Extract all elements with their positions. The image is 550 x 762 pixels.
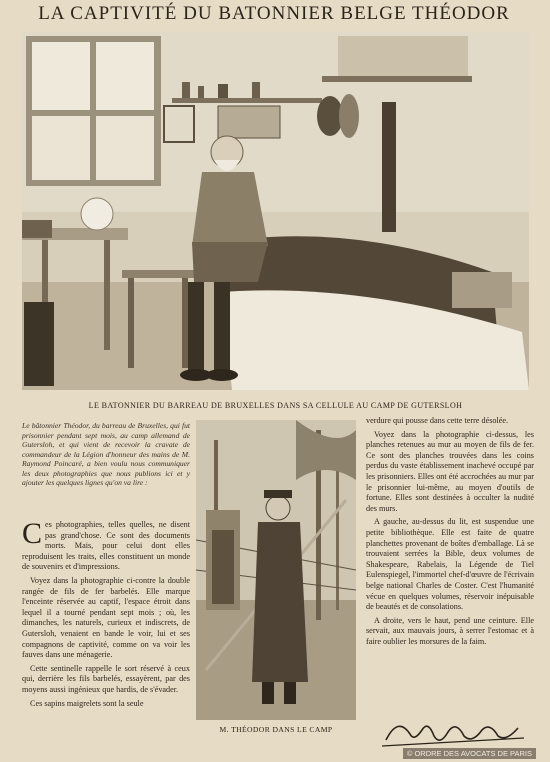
article-column-right [366, 416, 534, 650]
camp-photograph [196, 420, 356, 720]
paragraph-text: es photographies, telles quelles, ne disent pas grand'chose. Ce sont des documents morts. Mais, pour celui dont elles reproduisent les traits, elles constituent un monde de souvenirs et d'impressions. [22, 520, 190, 572]
intro-paragraph: Le bâtonnier Théodor, du barreau de Bruxelles, qui fut prisonnier pendant sept mois, au camp allemand de Gutersloh, et qui vient de recevoir la cravate de commandeur de la Légion d'honneur des mains de M. Raymond Poincaré, a bien voulu nous communiquer les deux photographies que nous publions ici et y ajouter les quelques lignes qu'on va lire : [22, 421, 190, 487]
signature-drawing [378, 712, 528, 752]
article-paragraph: Ces sapins maigrelets sont la seule [30, 698, 144, 708]
article-paragraph: verdure qui pousse dans cette terre désolée. [366, 416, 509, 425]
page-title: LA CAPTIVITÉ DU BATONNIER BELGE THÉODOR [38, 3, 510, 24]
cell-photo-illustration [22, 32, 529, 390]
cell-photograph [22, 32, 529, 390]
article-paragraph: Voyez dans la photographie ci-contre la double rangée de fils de fer barbelés. Elle marque l'enceinte réservée au captif, l'espace étroit dans lequel il a tourné pendant sept mois ; où, les dimanches, les naturels, curieux et indiscrets, de Gutersloh, venaient en bande le voir, lui et ses compagnons de captivité, comme on va voir les fauves dans une ménagerie. [22, 575, 190, 660]
camp-photo-illustration [196, 420, 356, 720]
article-paragraph: Cette sentinelle rappelle le sort réservé à ceux qui, derrière les fils barbelés, essayèrent, par des moyens aussi ingénieux que hardis, de s'évader. [22, 663, 190, 694]
article-paragraph: A gauche, au-dessus du lit, est suspendue une petite bibliothèque. Elle est faite de quatre planchettes provenant de boîtes d'emballage. Là se trouvaient serrées la Bible, deux volumes de Shakespeare, Rabelais, la Légende de Tiel Eulenspiegel, l'immortel chef-d'œuvre de l'écrivain belge national Charles de Coster. C'est l'humanité vécue en quelques volumes, réservoir inépuisable de beautés et de consolations. [366, 517, 534, 612]
article-paragraph [22, 517, 190, 573]
camp-photo-caption: M. THÉODOR DANS LE CAMP [219, 725, 333, 734]
article-paragraph: Voyez dans la photographie ci-dessus, les planches retenues au mur au moyen de fils de fer. Ce sont des planches trouvées dans les coins perdus du vaste établissement inachevé occupé par les prisonniers. Elles ont été accrochées au mur par le prisonnier lui-même, au moyen d'outils de fortune. Elles sont destinées à occulter la nudité des murs. [366, 429, 534, 513]
drop-cap: C [22, 517, 43, 550]
copyright-credit: © ORDRE DES AVOCATS DE PARIS [403, 748, 536, 759]
handwritten-signature [378, 712, 528, 752]
cell-photo-caption: LE BATONNIER DU BARREAU DE BRUXELLES DANS SA CELLULE AU CAMP DE GUTERSLOH [88, 401, 463, 410]
article-paragraph: A droite, vers le haut, pend une ceinture. Elle servait, aux mauvais jours, à serrer l'estomac et à faire oublier les morsures de la faim. [366, 615, 534, 646]
article-column-left [22, 517, 190, 712]
